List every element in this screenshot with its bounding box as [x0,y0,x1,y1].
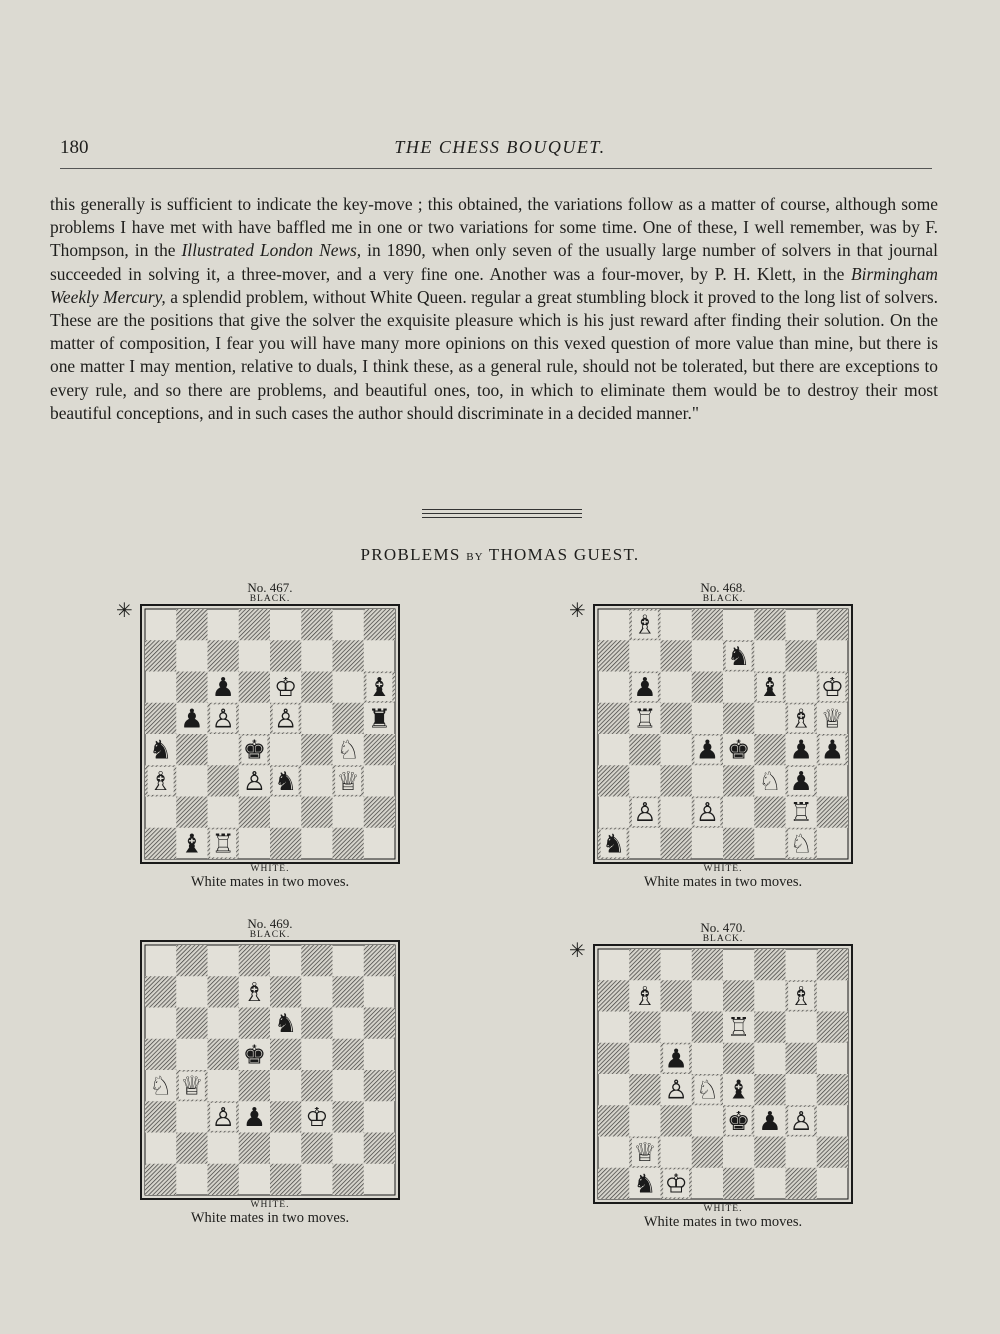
asterisk-mark-icon: ✳ [569,598,586,622]
dark-square [629,1074,660,1105]
black-bishop-icon: ♝ [758,673,782,704]
asterisk-mark-icon: ✳ [569,938,586,962]
dark-square [364,945,395,976]
dark-square [239,1070,270,1101]
dark-square [629,734,660,765]
page-number: 180 [60,137,89,158]
dark-square [817,1074,848,1105]
dark-square [145,976,176,1007]
dark-square [364,1008,395,1039]
black-label: BLACK. [249,594,291,604]
section-title [0,545,1000,565]
black-knight-icon: ♞ [601,829,626,860]
white-label: WHITE. [250,864,290,874]
black-pawn-icon: ♟ [789,735,813,766]
white-rook-icon: ♖ [211,829,235,860]
dark-square [364,1133,395,1164]
white-knight-icon: ♘ [148,1071,173,1102]
problem-468 [569,580,853,891]
black-king-icon: ♚ [242,735,267,766]
white-pawn-icon: ♙ [789,1106,813,1137]
dark-square [145,828,176,859]
problem-number: No. 470. [700,920,746,935]
dark-square [598,640,629,671]
white-king-icon: ♔ [664,1169,688,1200]
white-pawn-icon: ♙ [211,704,235,735]
dark-square [692,609,723,640]
dark-square [270,1039,301,1070]
dark-square [786,640,817,671]
white-bishop-icon: ♗ [242,977,267,1008]
dark-square [301,945,332,976]
dark-square [270,1101,301,1132]
dark-square [145,1164,176,1195]
problem-number: No. 467. [247,580,293,595]
white-rook-icon: ♖ [789,798,813,829]
black-king-icon: ♚ [726,1106,751,1137]
dark-square [364,734,395,765]
white-knight-icon: ♘ [758,766,782,797]
dark-square [817,1137,848,1168]
publication-title: Birmingham Weekly Mercury, [50,263,938,307]
dark-square [692,1137,723,1168]
black-pawn-icon: ♟ [664,1044,688,1075]
black-label: BLACK. [702,934,744,944]
black-pawn-icon: ♟ [211,673,235,704]
dark-square [754,734,785,765]
dark-square [208,976,239,1007]
dark-square [145,1101,176,1132]
header-rule [60,168,932,169]
dark-square [598,765,629,796]
white-pawn-icon: ♙ [211,1102,235,1133]
dark-square [754,949,785,980]
dark-square [239,1008,270,1039]
dark-square [598,980,629,1011]
dark-square [754,797,785,828]
dark-square [239,945,270,976]
white-pawn-icon: ♙ [633,798,657,829]
dark-square [301,609,332,640]
black-knight-icon: ♞ [633,1169,657,1200]
white-knight-icon: ♘ [695,1075,720,1106]
problem-470 [569,920,853,1231]
dark-square [333,1039,364,1070]
white-bishop-icon: ♗ [789,981,813,1012]
body-text-segment: this generally is sufficient to indicate the key-move ; this obtained, the variations follow as a matter of course, although some problems I have met with have baffled me in one or two variations for some time. One of these, I well remember, was by F. Thompson, in the [50,194,938,261]
dark-square [817,1012,848,1043]
dark-square [208,1039,239,1070]
dark-square [176,1008,207,1039]
dark-square [208,1164,239,1195]
dark-square [364,609,395,640]
dark-square [208,765,239,796]
white-knight-icon: ♘ [336,735,360,766]
black-label: BLACK. [702,594,744,604]
dark-square [661,640,692,671]
dark-square [723,828,754,859]
white-queen-icon: ♕ [820,704,845,735]
dark-square [754,1137,785,1168]
black-rook-icon: ♜ [367,704,392,735]
black-knight-icon: ♞ [273,766,298,797]
dark-square [145,1039,176,1070]
white-pawn-icon: ♙ [242,766,267,797]
dark-square [817,949,848,980]
dark-square [629,949,660,980]
running-title: THE CHESS BOUQUET. [394,137,606,157]
dark-square [629,1012,660,1043]
black-knight-icon: ♞ [148,735,173,766]
black-pawn-icon: ♟ [180,704,204,735]
dark-square [754,1012,785,1043]
white-bishop-icon: ♗ [633,610,657,641]
stipulation: White mates in two moves. [190,874,350,890]
white-queen-icon: ♕ [336,766,360,797]
dark-square [817,609,848,640]
dark-square [270,1164,301,1195]
white-rook-icon: ♖ [633,704,657,735]
dark-square [176,609,207,640]
chessboard [593,944,853,1204]
dark-square [333,976,364,1007]
dark-square [239,609,270,640]
stipulation: White mates in two moves. [190,1210,350,1226]
white-queen-icon: ♕ [180,1071,204,1102]
dark-square [176,734,207,765]
white-label: WHITE. [703,864,743,874]
white-pawn-icon: ♙ [695,798,720,829]
dark-square [692,949,723,980]
black-label: BLACK. [249,930,291,940]
white-bishop-icon: ♗ [633,981,657,1012]
white-queen-icon: ♕ [633,1138,657,1169]
problem-number: No. 468. [700,580,746,595]
black-pawn-icon: ♟ [820,735,845,766]
white-rook-icon: ♖ [726,1013,751,1044]
dark-square [145,703,176,734]
dark-square [270,976,301,1007]
stipulation: White mates in two moves. [643,874,803,890]
dark-square [786,1168,817,1199]
dark-square [301,797,332,828]
problem-469 [140,916,400,1227]
body-text-segment: in 1890, when only seven of the usually large number of solvers in that journal succeeded in solving it, a three-mover, and a very fine one. Another was a four-mover, by P. H. Klett, in the [50,240,938,284]
dark-square [333,1101,364,1132]
dark-square [239,1133,270,1164]
dark-square [301,1133,332,1164]
dark-square [301,1008,332,1039]
white-bishop-icon: ♗ [148,766,173,797]
section-title-by: BY [466,551,484,563]
dark-square [333,640,364,671]
dark-square [661,703,692,734]
publication-title: Illustrated London News, [181,240,362,261]
dark-square [692,1012,723,1043]
dark-square [661,828,692,859]
dark-square [692,672,723,703]
white-pawn-icon: ♙ [273,704,298,735]
dark-square [754,609,785,640]
dark-square [333,828,364,859]
section-title-a: PROBLEMS [360,545,461,564]
dark-square [723,703,754,734]
dark-square [176,797,207,828]
black-bishop-icon: ♝ [726,1075,751,1106]
white-pawn-icon: ♙ [664,1075,688,1106]
dark-square [301,734,332,765]
dark-square [301,1070,332,1101]
white-label: WHITE. [250,1200,290,1210]
white-king-icon: ♔ [305,1102,329,1133]
black-king-icon: ♚ [726,735,751,766]
black-bishop-icon: ♝ [180,829,204,860]
dark-square [270,640,301,671]
dark-square [333,703,364,734]
dark-square [723,765,754,796]
black-pawn-icon: ♟ [695,735,720,766]
dark-square [598,1168,629,1199]
chessboard [593,604,853,864]
board-container [140,940,400,1200]
black-knight-icon: ♞ [273,1009,298,1040]
dark-square [239,672,270,703]
dark-square [817,797,848,828]
chessboard [140,604,400,864]
white-bishop-icon: ♗ [789,704,813,735]
dark-square [786,1043,817,1074]
black-king-icon: ♚ [242,1040,267,1071]
section-divider [422,509,582,521]
white-knight-icon: ♘ [789,829,813,860]
asterisk-mark-icon: ✳ [116,598,133,622]
dark-square [176,672,207,703]
black-pawn-icon: ♟ [789,766,813,797]
chessboard [140,940,400,1200]
dark-square [754,1074,785,1105]
white-label: WHITE. [703,1204,743,1214]
dark-square [598,703,629,734]
dark-square [176,945,207,976]
black-knight-icon: ♞ [726,641,751,672]
dark-square [208,640,239,671]
dark-square [176,1133,207,1164]
problem-467 [116,580,400,891]
dark-square [239,797,270,828]
dark-square [723,1043,754,1074]
dark-square [661,765,692,796]
dark-square [598,1043,629,1074]
white-king-icon: ♔ [273,673,298,704]
black-pawn-icon: ♟ [758,1106,782,1137]
problem-number: No. 469. [247,916,293,931]
dark-square [723,1168,754,1199]
body-text-segment: a splendid problem, without White Queen. regular a great stumbling block it proved to the long list of solvers. These are the positions that give the solver the exquisite pleasure which is his just reward after finding their solution. On the matter of composition, I fear you will have many more opinions on this vexed question of more value than mine, but there is one matter I may mention, relative to duals, I think these, as a general rule, should not be tolerated, but there are exceptions to every rule, and so there are problems, and beautiful ones, too, in which to eliminate them would be to destroy their most beautiful conceptions, and in such cases the author should discriminate in a decided manner." [50,286,939,423]
dark-square [333,1164,364,1195]
dark-square [364,1070,395,1101]
stipulation: White mates in two moves. [643,1214,803,1230]
dark-square [364,797,395,828]
black-pawn-icon: ♟ [242,1102,267,1133]
black-bishop-icon: ♝ [367,673,392,704]
dark-square [270,828,301,859]
dark-square [723,980,754,1011]
black-pawn-icon: ♟ [633,673,657,704]
dark-square [145,640,176,671]
dark-square [661,1105,692,1136]
white-king-icon: ♔ [820,673,845,704]
body-paragraph [50,193,938,425]
dark-square [301,672,332,703]
dark-square [661,980,692,1011]
section-title-author: THOMAS GUEST. [488,545,640,564]
dark-square [598,1105,629,1136]
